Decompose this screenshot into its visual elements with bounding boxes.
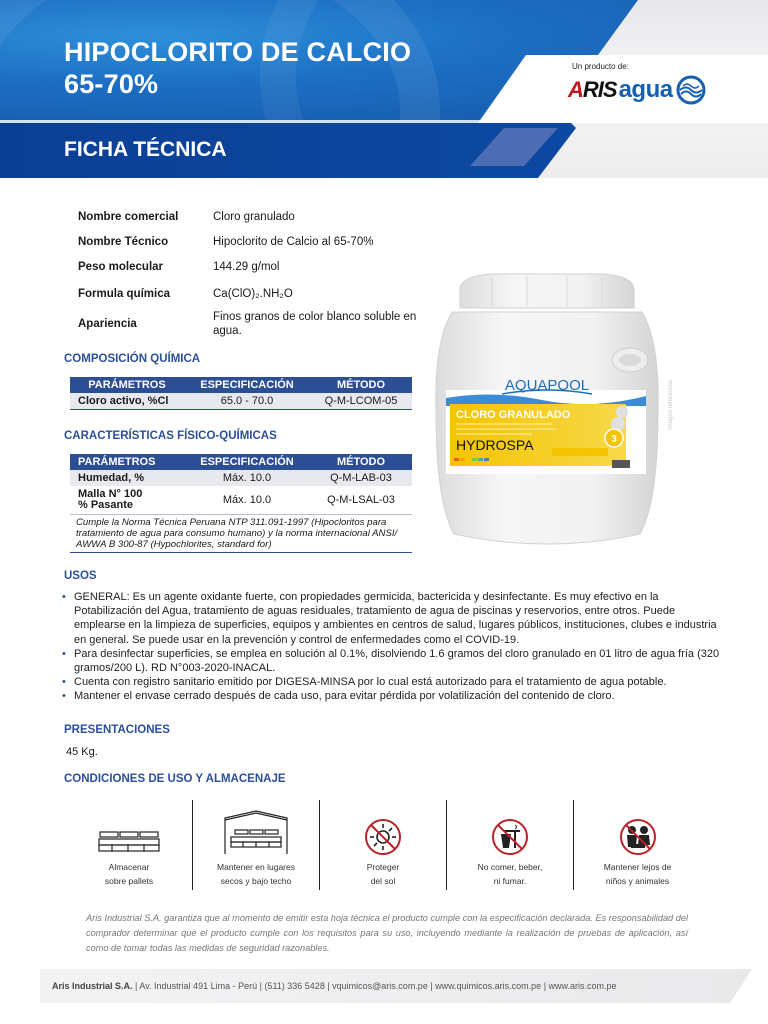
spec-row [78, 255, 418, 279]
condition-label-line: Proteger [366, 862, 400, 872]
brand-logo [568, 62, 748, 122]
section-title-usos: USOS [64, 570, 97, 582]
condition-label-line: niños y animales [605, 876, 670, 886]
table-cell: Máx. 10.0 [184, 470, 310, 486]
table-header-row [70, 454, 412, 470]
condition-dry-covered [193, 800, 320, 890]
table-row [70, 486, 412, 513]
condition-label-line: Almacenar [108, 862, 150, 872]
table-header-row [70, 377, 412, 393]
column-header: PARÁMETROS [70, 454, 184, 470]
logo-aris-rest: RIS [582, 77, 617, 102]
svg-text:3: 3 [611, 434, 617, 445]
logo-aris-a: A [568, 77, 583, 102]
spec-value: Ca(ClO)₂.NH₂O [213, 288, 293, 300]
pallet-icon [98, 830, 160, 856]
column-header: MÉTODO [310, 377, 412, 393]
spec-value: Finos granos de color blanco soluble en agua. [213, 311, 417, 337]
water-globe-icon [676, 75, 706, 105]
cell-line: % Pasante [78, 498, 134, 511]
spec-value: Cloro granulado [213, 211, 295, 223]
condition-label-line: No comer, beber, [477, 862, 543, 872]
footer-company: Aris Industrial S.A. [52, 981, 133, 991]
condition-label-line: del sol [370, 876, 396, 886]
standards-note: Cumple la Norma Técnica Peruana NTP 311.091-1997 (Hipocloritos para tratamiento de agua para consumo humano) y la norma internacional ANSI/ AWWA B 300-87 (Hypochlorites, standard for) [76, 517, 398, 550]
logo-aris-text [568, 77, 617, 103]
section-title-caracteristicas: CARACTERÍSTICAS FÍSICO-QUÍMICAS [64, 430, 277, 442]
list-item: • Cuenta con registro sanitario emitido por DIGESA-MINSA por lo cual está autorizado para el tratamiento de agua potable. [62, 675, 722, 689]
footer-details: | Av. Industrial 491 Lima - Perú | (511) 336 5428 | vquimicos@aris.com.pe | www.quimicos.aris.com.pe | www.aris.com.pe [132, 981, 617, 991]
spec-row [78, 228, 418, 255]
list-item: • GENERAL: Es un agente oxidante fuerte, con propiedades germicida, bactericida y desinfectante. Es muy efectivo en la Potabilización del Agua, tratamiento de aguas residuales, tratamiento de agua de piscinas y reservorios, entre otros. Puede emplearse en la limpieza de superficies, equipos y ambientes en centros de salud, lugares públicos, instituciones, clubes e industria en general. Se puede usar en la prevención y control de enfermedades como el COVID-19. [62, 590, 722, 647]
condition-no-sun [320, 800, 447, 890]
table-cell: Q-M-LSAL-03 [310, 486, 412, 513]
section-title-condiciones: CONDICIONES DE USO Y ALMACENAJE [64, 773, 286, 785]
section-title-composicion: COMPOSICIÓN QUÍMICA [64, 353, 201, 365]
spec-value: Hipoclorito de Calcio al 65-70% [213, 235, 374, 248]
condition-label-line: secos y bajo techo [220, 876, 292, 886]
list-item: • Mantener el envase cerrado después de cada uso, para evitar pérdida por volatilización del contenido de cloro. [62, 689, 722, 703]
page-title [64, 36, 411, 100]
no-sun-icon [364, 818, 402, 856]
condition-no-eat-drink-smoke [447, 800, 574, 890]
header-banner [0, 0, 768, 178]
spec-label: Apariencia [78, 318, 137, 330]
no-eat-drink-smoke-icon [491, 818, 529, 856]
spec-row [78, 279, 418, 309]
condition-label-line: Mantener en lugares [217, 862, 295, 872]
title-line-1: HIPOCLORITO DE CALCIO [64, 37, 412, 67]
column-header: ESPECIFICACIÓN [184, 454, 310, 470]
table-cell: Máx. 10.0 [184, 486, 310, 513]
table-row [70, 393, 412, 409]
table-cell: Q-M-LAB-03 [310, 470, 412, 486]
storage-conditions [66, 800, 702, 890]
table-cell: Humedad, % [70, 470, 184, 486]
cell-line: Malla N° 100 [78, 487, 143, 500]
section-title-presentaciones: PRESENTACIONES [64, 724, 170, 736]
title-line-2: 65-70% [64, 69, 159, 99]
page-subtitle: FICHA TÉCNICA [64, 138, 227, 161]
condition-label-line: sobre pallets [104, 876, 154, 886]
physicochemical-table [70, 454, 412, 513]
product-spec-list [78, 206, 418, 339]
spec-row [78, 309, 418, 339]
product-bucket-image [432, 272, 662, 552]
column-header: ESPECIFICACIÓN [184, 377, 310, 393]
legal-disclaimer: Aris Industrial S.A. garantiza que al momento de emitir esta hoja técnica el producto cumple con la especificación declarada. Es responsabilidad del comprador determinar que el producto cumple con los requisitos para su uso, incluyendo mediante la realización de pruebas de aplicación, así como de tomar todas las medidas de seguridad razonables. [86, 913, 688, 953]
spec-label: Nombre comercial [78, 211, 179, 223]
footer-contact [52, 981, 617, 991]
column-header: PARÁMETROS [70, 377, 184, 393]
keep-away-children-icon [619, 818, 657, 856]
presentation-value: 45 Kg. [66, 746, 98, 758]
condition-label-line: ni fumar. [493, 876, 527, 886]
condition-pallets [66, 800, 193, 890]
logo-tagline: Un producto de: [572, 62, 629, 71]
overlay-watermark-text: HYDROSPA [456, 437, 534, 453]
image-reference-caption: Imagen referencial [668, 380, 674, 430]
spec-row [78, 206, 418, 228]
composition-table [70, 377, 412, 410]
table-cell: 65.0 - 70.0 [184, 393, 310, 409]
table-divider [70, 514, 412, 515]
spec-label: Formula química [78, 288, 171, 300]
column-header: MÉTODO [310, 454, 412, 470]
condition-label-line: Mantener lejos de [603, 862, 672, 872]
spec-label: Peso molecular [78, 261, 164, 273]
uses-list [62, 590, 722, 704]
table-cell: Q-M-LCOM-05 [310, 393, 412, 409]
spec-value: 144.29 g/mol [213, 261, 280, 273]
table-cell [70, 486, 184, 513]
table-row [70, 470, 412, 486]
product-brand-text: AQUAPOOL [504, 377, 590, 394]
note-divider [70, 552, 412, 553]
condition-keep-away-children [574, 800, 701, 890]
table-cell: Cloro activo, %Cl [70, 393, 184, 409]
product-label-text: CLORO GRANULADO [456, 409, 571, 421]
spec-label: Nombre Técnico [78, 235, 169, 248]
warehouse-icon [223, 810, 289, 856]
list-item: • Para desinfectar superficies, se emplea en solución al 0.1%, disolviendo 1.6 gramos del cloro granulado en 01 litro de agua fría (320 gramos/200 L). RD N°003-2020-INACAL. [62, 647, 722, 675]
logo-agua-text: agua [618, 76, 673, 103]
